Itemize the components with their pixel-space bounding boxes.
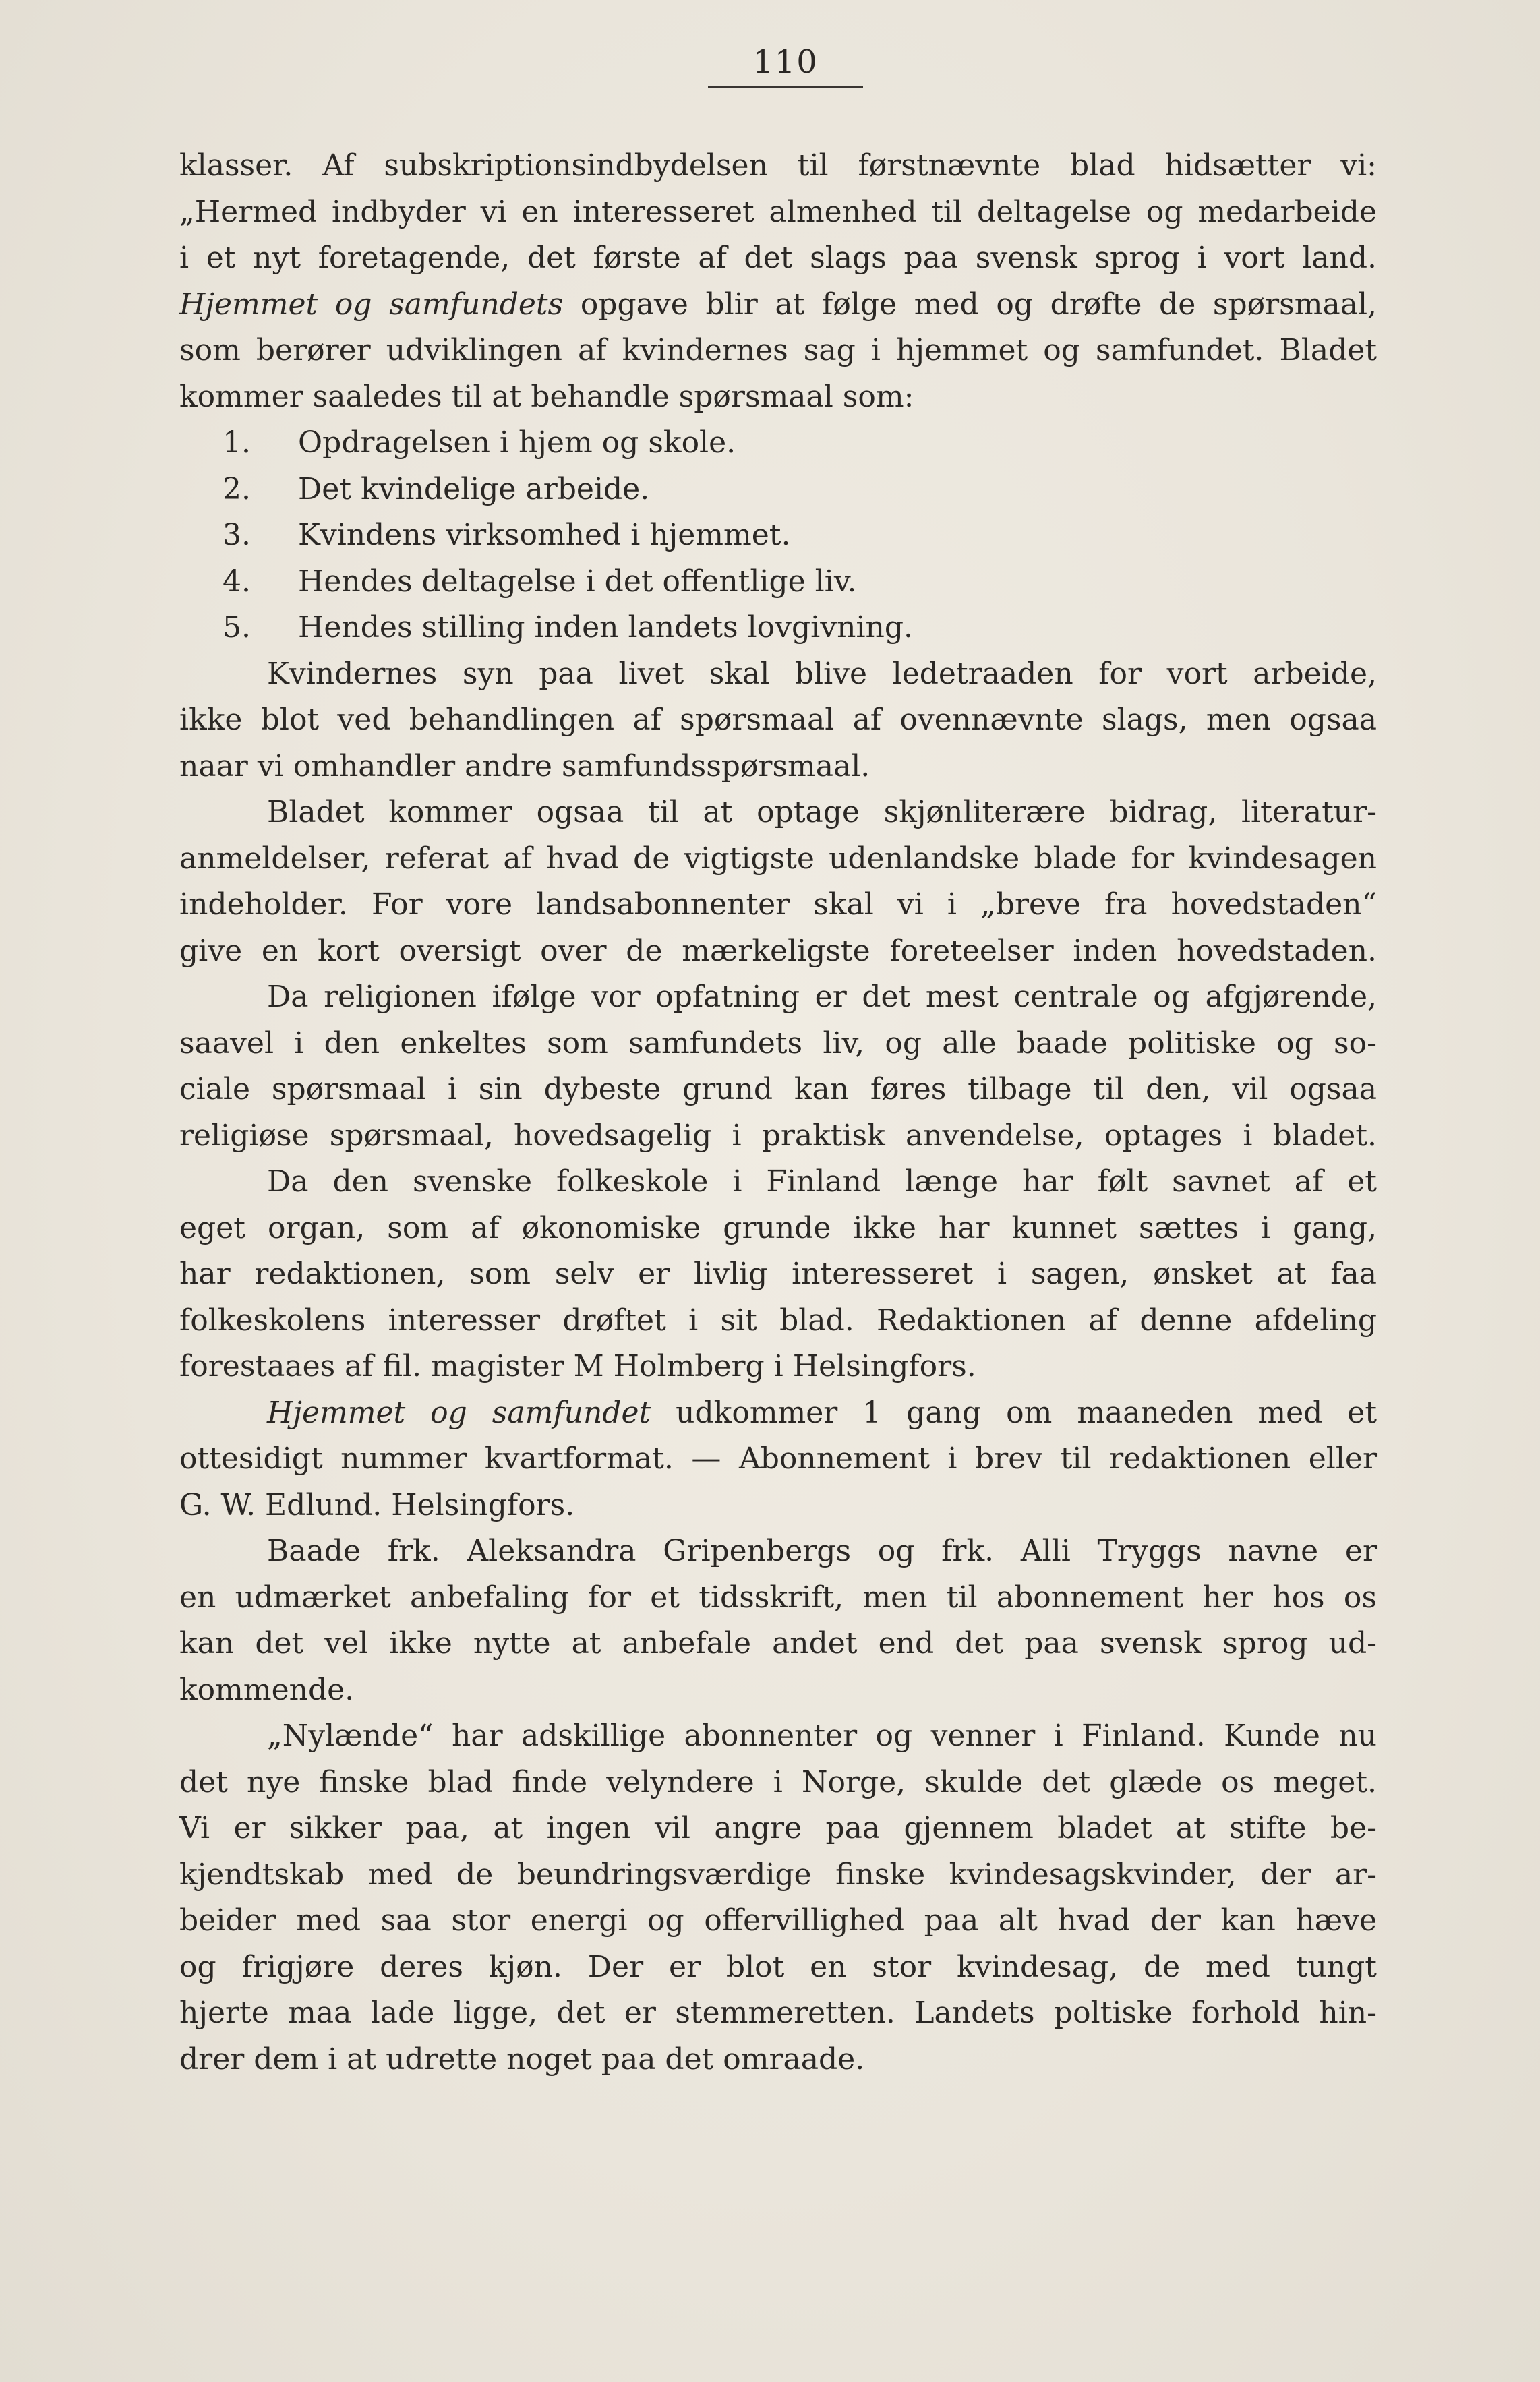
text-line: hjerte maa lade ligge, det er stemmeretten. Landets poltiske forhold hin-	[179, 1996, 1377, 2030]
text-line: ciale spørsmaal i sin dybeste grund kan føres tilbage til den, vil ogsaa	[179, 1072, 1377, 1106]
text-line: klasser. Af subskriptionsindbydelsen til førstnævnte blad hidsætter vi:	[179, 148, 1377, 183]
text-line: en udmærket anbefaling for et tidsskrift, men til abonnement her hos os	[179, 1580, 1377, 1615]
text-line: Bladet kommer ogsaa til at optage skjønliterære bidrag, literatur-	[267, 795, 1377, 829]
text-line: give en kort oversigt over de mærkeligste foreteelser inden hovedstaden.	[179, 933, 1377, 968]
text-line: det nye finske blad finde velyndere i Norge, skulde det glæde os meget.	[179, 1764, 1377, 1799]
text-line: „Nylænde“ har adskillige abonnenter og venner i Finland. Kunde nu	[267, 1719, 1377, 1753]
text-line: Da religionen ifølge vor opfatning er det mest centrale og afgjørende,	[267, 980, 1377, 1014]
text-line: og frigjøre deres kjøn. Der er blot en stor kvindesag, de med tungt	[179, 1949, 1377, 1984]
text-line: Kvindernes syn paa livet skal blive ledetraaden for vort arbeide,	[267, 656, 1377, 691]
text-line: kommende.	[179, 1672, 355, 1707]
text-line: i et nyt foretagende, det første af det slags paa svensk sprog i vort land.	[179, 241, 1377, 275]
text-line: saavel i den enkeltes som samfundets liv, og alle baade politiske og so-	[179, 1025, 1377, 1061]
text-line: Da den svenske folkeskole i Finland længe har følt savnet af et	[267, 1164, 1377, 1199]
text-line: kan det vel ikke nytte at anbefale andet end det paa svensk sprog ud-	[179, 1626, 1377, 1661]
list-item	[179, 512, 1377, 559]
list-item	[179, 467, 1377, 513]
text-line: Vi er sikker paa, at ingen vil angre paa gjennem bladet at stifte be-	[179, 1811, 1377, 1845]
text-line: forestaaes af fil. magister M Holmberg i Helsingfors.	[179, 1349, 976, 1383]
text-line: Baade frk. Aleksandra Gripenbergs og frk. Alli Tryggs navne er	[267, 1534, 1377, 1568]
list-text: Hendes stilling inden landets lovgivning.	[298, 610, 914, 645]
list-text: Kvindens virksomhed i hjemmet.	[298, 518, 791, 552]
list-number: 3.	[223, 518, 251, 552]
list-number: 4.	[223, 564, 251, 599]
text-line: kommer saaledes til at behandle spørsmaal som:	[179, 379, 914, 414]
list-number: 5.	[223, 610, 251, 645]
list-item	[179, 420, 1377, 467]
text-line: har redaktionen, som selv er livlig interesseret i sagen, ønsket at faa	[179, 1257, 1377, 1291]
text-span: opgave blir at følge med og drøfte de spørsmaal,	[563, 287, 1378, 322]
text-span: udkommer 1 gang om maaneden med et	[651, 1395, 1378, 1430]
text-line: ottesidigt nummer kvartformat. — Abonnement i brev til redaktionen eller	[179, 1441, 1377, 1476]
publication-title: Hjemmet og samfundet	[267, 1395, 651, 1430]
text-line: „Hermed indbyder vi en interesseret almenhed til deltagelse og medarbeide	[179, 194, 1377, 229]
text-line: indeholder. For vore landsabonnenter skal vi i „breve fra hovedstaden“	[179, 887, 1377, 922]
text-line: eget organ, som af økonomiske grunde ikke har kunnet sættes i gang,	[179, 1210, 1377, 1245]
text-line: kjendtskab med de beundringsværdige finske kvindesagskvinder, der ar-	[179, 1857, 1377, 1892]
text-line: som berører udviklingen af kvindernes sag i hjemmet og samfundet. Bladet	[179, 333, 1377, 367]
list-text: Opdragelsen i hjem og skole.	[298, 425, 736, 460]
list-item	[179, 559, 1377, 605]
publication-title: Hjemmet og samfundets	[179, 287, 564, 322]
page-number: 110	[752, 43, 819, 81]
list-number: 1.	[223, 425, 251, 460]
list-number: 2.	[223, 471, 251, 506]
list-text: Det kvindelige arbeide.	[298, 471, 650, 506]
text-line	[179, 282, 1377, 328]
text-line: beider med saa stor energi og offervillighed paa alt hvad der kan hæve	[179, 1903, 1377, 1938]
text-line: drer dem i at udrette noget paa det omraade.	[179, 2042, 865, 2077]
list-text: Hendes deltagelse i det offentlige liv.	[298, 564, 857, 599]
text-line: naar vi omhandler andre samfundsspørsmaal.	[179, 748, 870, 783]
list-item	[179, 605, 1377, 651]
text-line: G. W. Edlund. Helsingfors.	[179, 1487, 575, 1522]
text-line: folkeskolens interesser drøftet i sit blad. Redaktionen af denne afdeling	[179, 1303, 1377, 1338]
text-line: anmeldelser, referat af hvad de vigtigste udenlandske blade for kvindesagen	[179, 841, 1377, 876]
page-number-rule	[708, 86, 863, 88]
text-line: religiøse spørsmaal, hovedsagelig i praktisk anvendelse, optages i bladet.	[179, 1118, 1377, 1153]
text-line: ikke blot ved behandlingen af spørsmaal af ovennævnte slags, men ogsaa	[179, 703, 1377, 737]
text-line	[179, 1390, 1377, 1437]
body-text	[179, 143, 1377, 2083]
